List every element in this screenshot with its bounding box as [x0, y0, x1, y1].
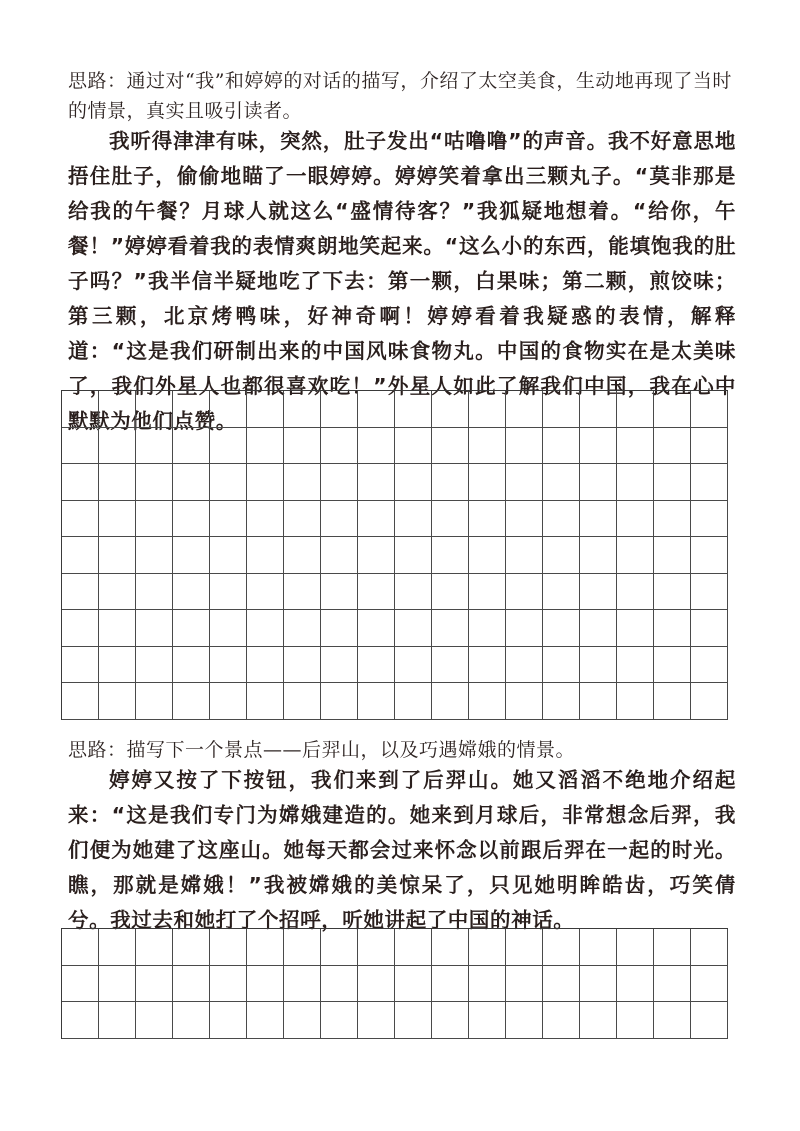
grid-cell[interactable] [62, 428, 99, 465]
grid-cell[interactable] [99, 464, 136, 501]
grid-cell[interactable] [506, 537, 543, 574]
grid-cell[interactable] [395, 929, 432, 966]
grid-cell[interactable] [395, 647, 432, 684]
grid-cell[interactable] [506, 574, 543, 611]
grid-cell[interactable] [247, 537, 284, 574]
grid-cell[interactable] [284, 647, 321, 684]
grid-cell[interactable] [617, 647, 654, 684]
grid-cell[interactable] [395, 610, 432, 647]
grid-cell[interactable] [210, 537, 247, 574]
grid-cell[interactable] [691, 1002, 728, 1039]
grid-cell[interactable] [247, 966, 284, 1003]
grid-cell[interactable] [469, 610, 506, 647]
grid-cell[interactable] [617, 428, 654, 465]
grid-cell[interactable] [62, 929, 99, 966]
grid-cell[interactable] [432, 966, 469, 1003]
grid-cell[interactable] [247, 464, 284, 501]
grid-cell[interactable] [247, 647, 284, 684]
grid-cell[interactable] [358, 391, 395, 428]
grid-cell[interactable] [99, 428, 136, 465]
grid-cell[interactable] [543, 647, 580, 684]
grid-cell[interactable] [62, 501, 99, 538]
grid-cell[interactable] [395, 537, 432, 574]
grid-cell[interactable] [99, 647, 136, 684]
grid-cell[interactable] [617, 464, 654, 501]
grid-cell[interactable] [617, 1002, 654, 1039]
story-paragraph-1: 我听得津津有味，突然，肚子发出“咕噜噜”的声音。我不好意思地捂住肚子，偷偷地瞄了一眼婷婷。婷婷笑着拿出三颗丸子。“莫非那是给我的午餐？月球人就这么“盛情待客？”我狐疑地想着。“给你，午餐！”婷婷看着我的表情爽朗地笑起来。“这么小的东西，能填饱我的肚子吗？”我半信半疑地吃了下去：第一颗，白果味；第二颗，煎饺味；第三颗，北京烤鸭味，好神奇啊！婷婷看着我疑惑的表情，解释道：“这是我们研制出来的中国风味食物丸。中国的食物实在是太美味了，我们外星人也都很喜欢吃！”外星人如此了解我们中国，我在心中默默为他们点赞。 [68, 129, 736, 433]
grid-cell[interactable] [543, 929, 580, 966]
grid-cell[interactable] [210, 428, 247, 465]
grid-cell[interactable] [247, 574, 284, 611]
grid-cell[interactable] [210, 574, 247, 611]
grid-cell[interactable] [543, 683, 580, 720]
grid-cell[interactable] [358, 501, 395, 538]
grid-cell[interactable] [543, 610, 580, 647]
grid-cell[interactable] [284, 537, 321, 574]
grid-cell[interactable] [358, 647, 395, 684]
grid-cell[interactable] [506, 464, 543, 501]
grid-cell[interactable] [99, 574, 136, 611]
grid-cell[interactable] [617, 966, 654, 1003]
grid-cell[interactable] [691, 966, 728, 1003]
grid-cell[interactable] [173, 610, 210, 647]
grid-cell[interactable] [654, 966, 691, 1003]
grid-cell[interactable] [62, 683, 99, 720]
grid-cell[interactable] [321, 391, 358, 428]
grid-cell[interactable] [284, 464, 321, 501]
grid-cell[interactable] [654, 428, 691, 465]
grid-cell[interactable] [173, 464, 210, 501]
grid-cell[interactable] [506, 1002, 543, 1039]
grid-cell[interactable] [543, 501, 580, 538]
grid-cell[interactable] [395, 683, 432, 720]
grid-cell[interactable] [99, 537, 136, 574]
grid-cell[interactable] [617, 391, 654, 428]
grid-cell[interactable] [432, 464, 469, 501]
grid-cell[interactable] [284, 929, 321, 966]
grid-cell[interactable] [358, 574, 395, 611]
grid-cell[interactable] [358, 929, 395, 966]
grid-cell[interactable] [99, 501, 136, 538]
grid-cell[interactable] [580, 929, 617, 966]
grid-cell[interactable] [543, 464, 580, 501]
grid-cell[interactable] [543, 391, 580, 428]
grid-cell[interactable] [506, 428, 543, 465]
grid-cell[interactable] [99, 683, 136, 720]
grid-cell[interactable] [210, 929, 247, 966]
grid-cell[interactable] [506, 501, 543, 538]
grid-cell[interactable] [247, 501, 284, 538]
grid-cell[interactable] [432, 391, 469, 428]
grid-cell[interactable] [136, 610, 173, 647]
grid-cell[interactable] [654, 537, 691, 574]
grid-cell[interactable] [136, 537, 173, 574]
grid-cell[interactable] [580, 501, 617, 538]
grid-cell[interactable] [210, 610, 247, 647]
grid-cell[interactable] [395, 428, 432, 465]
grid-cell[interactable] [543, 966, 580, 1003]
grid-cell[interactable] [247, 610, 284, 647]
grid-cell[interactable] [469, 1002, 506, 1039]
grid-cell[interactable] [247, 428, 284, 465]
grid-cell[interactable] [691, 464, 728, 501]
grid-cell[interactable] [580, 464, 617, 501]
grid-cell[interactable] [210, 966, 247, 1003]
grid-cell[interactable] [654, 610, 691, 647]
grid-cell[interactable] [432, 647, 469, 684]
grid-cell[interactable] [432, 610, 469, 647]
grid-cell[interactable] [62, 464, 99, 501]
grid-cell[interactable] [469, 647, 506, 684]
grid-cell[interactable] [247, 391, 284, 428]
grid-cell[interactable] [321, 501, 358, 538]
grid-cell[interactable] [543, 574, 580, 611]
grid-cell[interactable] [469, 428, 506, 465]
thinking-note-2: 思路：描写下一个景点——后羿山，以及巧遇嫦娥的情景。 [68, 739, 576, 761]
grid-cell[interactable] [62, 574, 99, 611]
grid-cell[interactable] [99, 929, 136, 966]
grid-cell[interactable] [358, 966, 395, 1003]
grid-cell[interactable] [469, 683, 506, 720]
grid-cell[interactable] [654, 464, 691, 501]
grid-cell[interactable] [173, 966, 210, 1003]
grid-cell[interactable] [691, 391, 728, 428]
grid-cell[interactable] [284, 966, 321, 1003]
grid-cell[interactable] [654, 574, 691, 611]
grid-cell[interactable] [173, 574, 210, 611]
grid-cell[interactable] [580, 537, 617, 574]
grid-cell[interactable] [358, 1002, 395, 1039]
story-paragraph-2: 婷婷又按了下按钮，我们来到了后羿山。她又滔滔不绝地介绍起来：“这是我们专门为嫦娥建造的。她来到月球后，非常想念后羿，我们便为她建了这座山。她每天都会过来怀念以前跟后羿在一起的时光。瞧，那就是嫦娥！”我被嫦娥的美惊呆了，只见她明眸皓齿，巧笑倩兮。我过去和她打了个招呼，听她讲起了中国的神话。 [68, 768, 736, 932]
grid-cell[interactable] [580, 610, 617, 647]
grid-cell[interactable] [580, 683, 617, 720]
grid-cell[interactable] [469, 537, 506, 574]
grid-cell[interactable] [617, 929, 654, 966]
grid-cell[interactable] [358, 610, 395, 647]
thinking-note-1: 思路：通过对“我”和婷婷的对话的描写，介绍了太空美食，生动地再现了当时的情景，真实且吸引读者。 [68, 70, 732, 122]
grid-cell[interactable] [321, 929, 358, 966]
grid-cell[interactable] [136, 1002, 173, 1039]
grid-cell[interactable] [432, 683, 469, 720]
grid-cell[interactable] [432, 574, 469, 611]
grid-cell[interactable] [284, 683, 321, 720]
grid-cell[interactable] [210, 464, 247, 501]
grid-cell[interactable] [284, 391, 321, 428]
grid-cell[interactable] [62, 391, 99, 428]
grid-cell[interactable] [62, 966, 99, 1003]
grid-cell[interactable] [321, 610, 358, 647]
grid-cell[interactable] [617, 610, 654, 647]
grid-cell[interactable] [284, 610, 321, 647]
grid-cell[interactable] [580, 428, 617, 465]
grid-cell[interactable] [247, 683, 284, 720]
grid-cell[interactable] [395, 391, 432, 428]
grid-cell[interactable] [173, 1002, 210, 1039]
grid-cell[interactable] [99, 391, 136, 428]
grid-cell[interactable] [284, 428, 321, 465]
grid-cell[interactable] [321, 574, 358, 611]
grid-cell[interactable] [99, 610, 136, 647]
grid-cell[interactable] [506, 929, 543, 966]
grid-cell[interactable] [136, 501, 173, 538]
grid-cell[interactable] [99, 1002, 136, 1039]
grid-cell[interactable] [506, 647, 543, 684]
grid-cell[interactable] [654, 929, 691, 966]
grid-cell[interactable] [284, 574, 321, 611]
grid-cell[interactable] [247, 1002, 284, 1039]
grid-cell[interactable] [136, 391, 173, 428]
grid-cell[interactable] [432, 1002, 469, 1039]
grid-cell[interactable] [321, 647, 358, 684]
grid-cell[interactable] [617, 537, 654, 574]
grid-cell[interactable] [173, 501, 210, 538]
grid-cell[interactable] [62, 610, 99, 647]
grid-cell[interactable] [136, 574, 173, 611]
grid-cell[interactable] [395, 574, 432, 611]
writing-grid-1[interactable] [61, 390, 728, 720]
grid-cell[interactable] [395, 501, 432, 538]
grid-cell[interactable] [62, 647, 99, 684]
grid-cell[interactable] [432, 929, 469, 966]
grid-cell[interactable] [136, 683, 173, 720]
grid-cell[interactable] [210, 501, 247, 538]
grid-cell[interactable] [321, 1002, 358, 1039]
grid-cell[interactable] [358, 537, 395, 574]
grid-cell[interactable] [173, 683, 210, 720]
grid-cell[interactable] [210, 647, 247, 684]
grid-cell[interactable] [543, 1002, 580, 1039]
grid-cell[interactable] [136, 647, 173, 684]
grid-cell[interactable] [358, 683, 395, 720]
grid-cell[interactable] [321, 537, 358, 574]
grid-cell[interactable] [395, 966, 432, 1003]
grid-cell[interactable] [210, 391, 247, 428]
grid-cell[interactable] [358, 464, 395, 501]
grid-cell[interactable] [543, 428, 580, 465]
grid-cell[interactable] [284, 1002, 321, 1039]
grid-cell[interactable] [136, 464, 173, 501]
grid-cell[interactable] [432, 501, 469, 538]
grid-cell[interactable] [469, 929, 506, 966]
grid-cell[interactable] [654, 391, 691, 428]
grid-cell[interactable] [691, 428, 728, 465]
grid-cell[interactable] [136, 966, 173, 1003]
grid-cell[interactable] [284, 501, 321, 538]
grid-cell[interactable] [543, 537, 580, 574]
grid-cell[interactable] [173, 647, 210, 684]
writing-grid-2[interactable] [61, 928, 728, 1039]
grid-cell[interactable] [469, 574, 506, 611]
grid-cell[interactable] [210, 683, 247, 720]
grid-cell[interactable] [617, 683, 654, 720]
grid-cell[interactable] [469, 966, 506, 1003]
grid-cell[interactable] [506, 610, 543, 647]
grid-cell[interactable] [617, 501, 654, 538]
grid-cell[interactable] [210, 1002, 247, 1039]
grid-cell[interactable] [580, 1002, 617, 1039]
grid-cell[interactable] [691, 929, 728, 966]
grid-cell[interactable] [321, 683, 358, 720]
grid-cell[interactable] [247, 929, 284, 966]
grid-cell[interactable] [432, 428, 469, 465]
grid-cell[interactable] [691, 501, 728, 538]
grid-cell[interactable] [691, 683, 728, 720]
grid-cell[interactable] [580, 391, 617, 428]
grid-cell[interactable] [469, 391, 506, 428]
grid-cell[interactable] [654, 683, 691, 720]
grid-cell[interactable] [506, 966, 543, 1003]
grid-cell[interactable] [173, 391, 210, 428]
grid-cell[interactable] [691, 610, 728, 647]
grid-cell[interactable] [62, 1002, 99, 1039]
grid-cell[interactable] [506, 391, 543, 428]
grid-cell[interactable] [173, 537, 210, 574]
grid-cell[interactable] [136, 428, 173, 465]
grid-cell[interactable] [173, 428, 210, 465]
grid-cell[interactable] [580, 574, 617, 611]
grid-cell[interactable] [395, 464, 432, 501]
grid-cell[interactable] [321, 428, 358, 465]
grid-cell[interactable] [691, 537, 728, 574]
grid-cell[interactable] [432, 537, 469, 574]
grid-cell[interactable] [395, 1002, 432, 1039]
grid-cell[interactable] [99, 966, 136, 1003]
grid-cell[interactable] [173, 929, 210, 966]
grid-cell[interactable] [580, 647, 617, 684]
grid-cell[interactable] [136, 929, 173, 966]
grid-cell[interactable] [617, 574, 654, 611]
grid-cell[interactable] [654, 501, 691, 538]
grid-cell[interactable] [691, 574, 728, 611]
grid-cell[interactable] [580, 966, 617, 1003]
grid-cell[interactable] [654, 1002, 691, 1039]
grid-cell[interactable] [321, 464, 358, 501]
grid-cell[interactable] [469, 464, 506, 501]
grid-cell[interactable] [321, 966, 358, 1003]
grid-cell[interactable] [506, 683, 543, 720]
grid-cell[interactable] [691, 647, 728, 684]
grid-cell[interactable] [654, 647, 691, 684]
grid-cell[interactable] [62, 537, 99, 574]
grid-cell[interactable] [469, 501, 506, 538]
grid-cell[interactable] [358, 428, 395, 465]
